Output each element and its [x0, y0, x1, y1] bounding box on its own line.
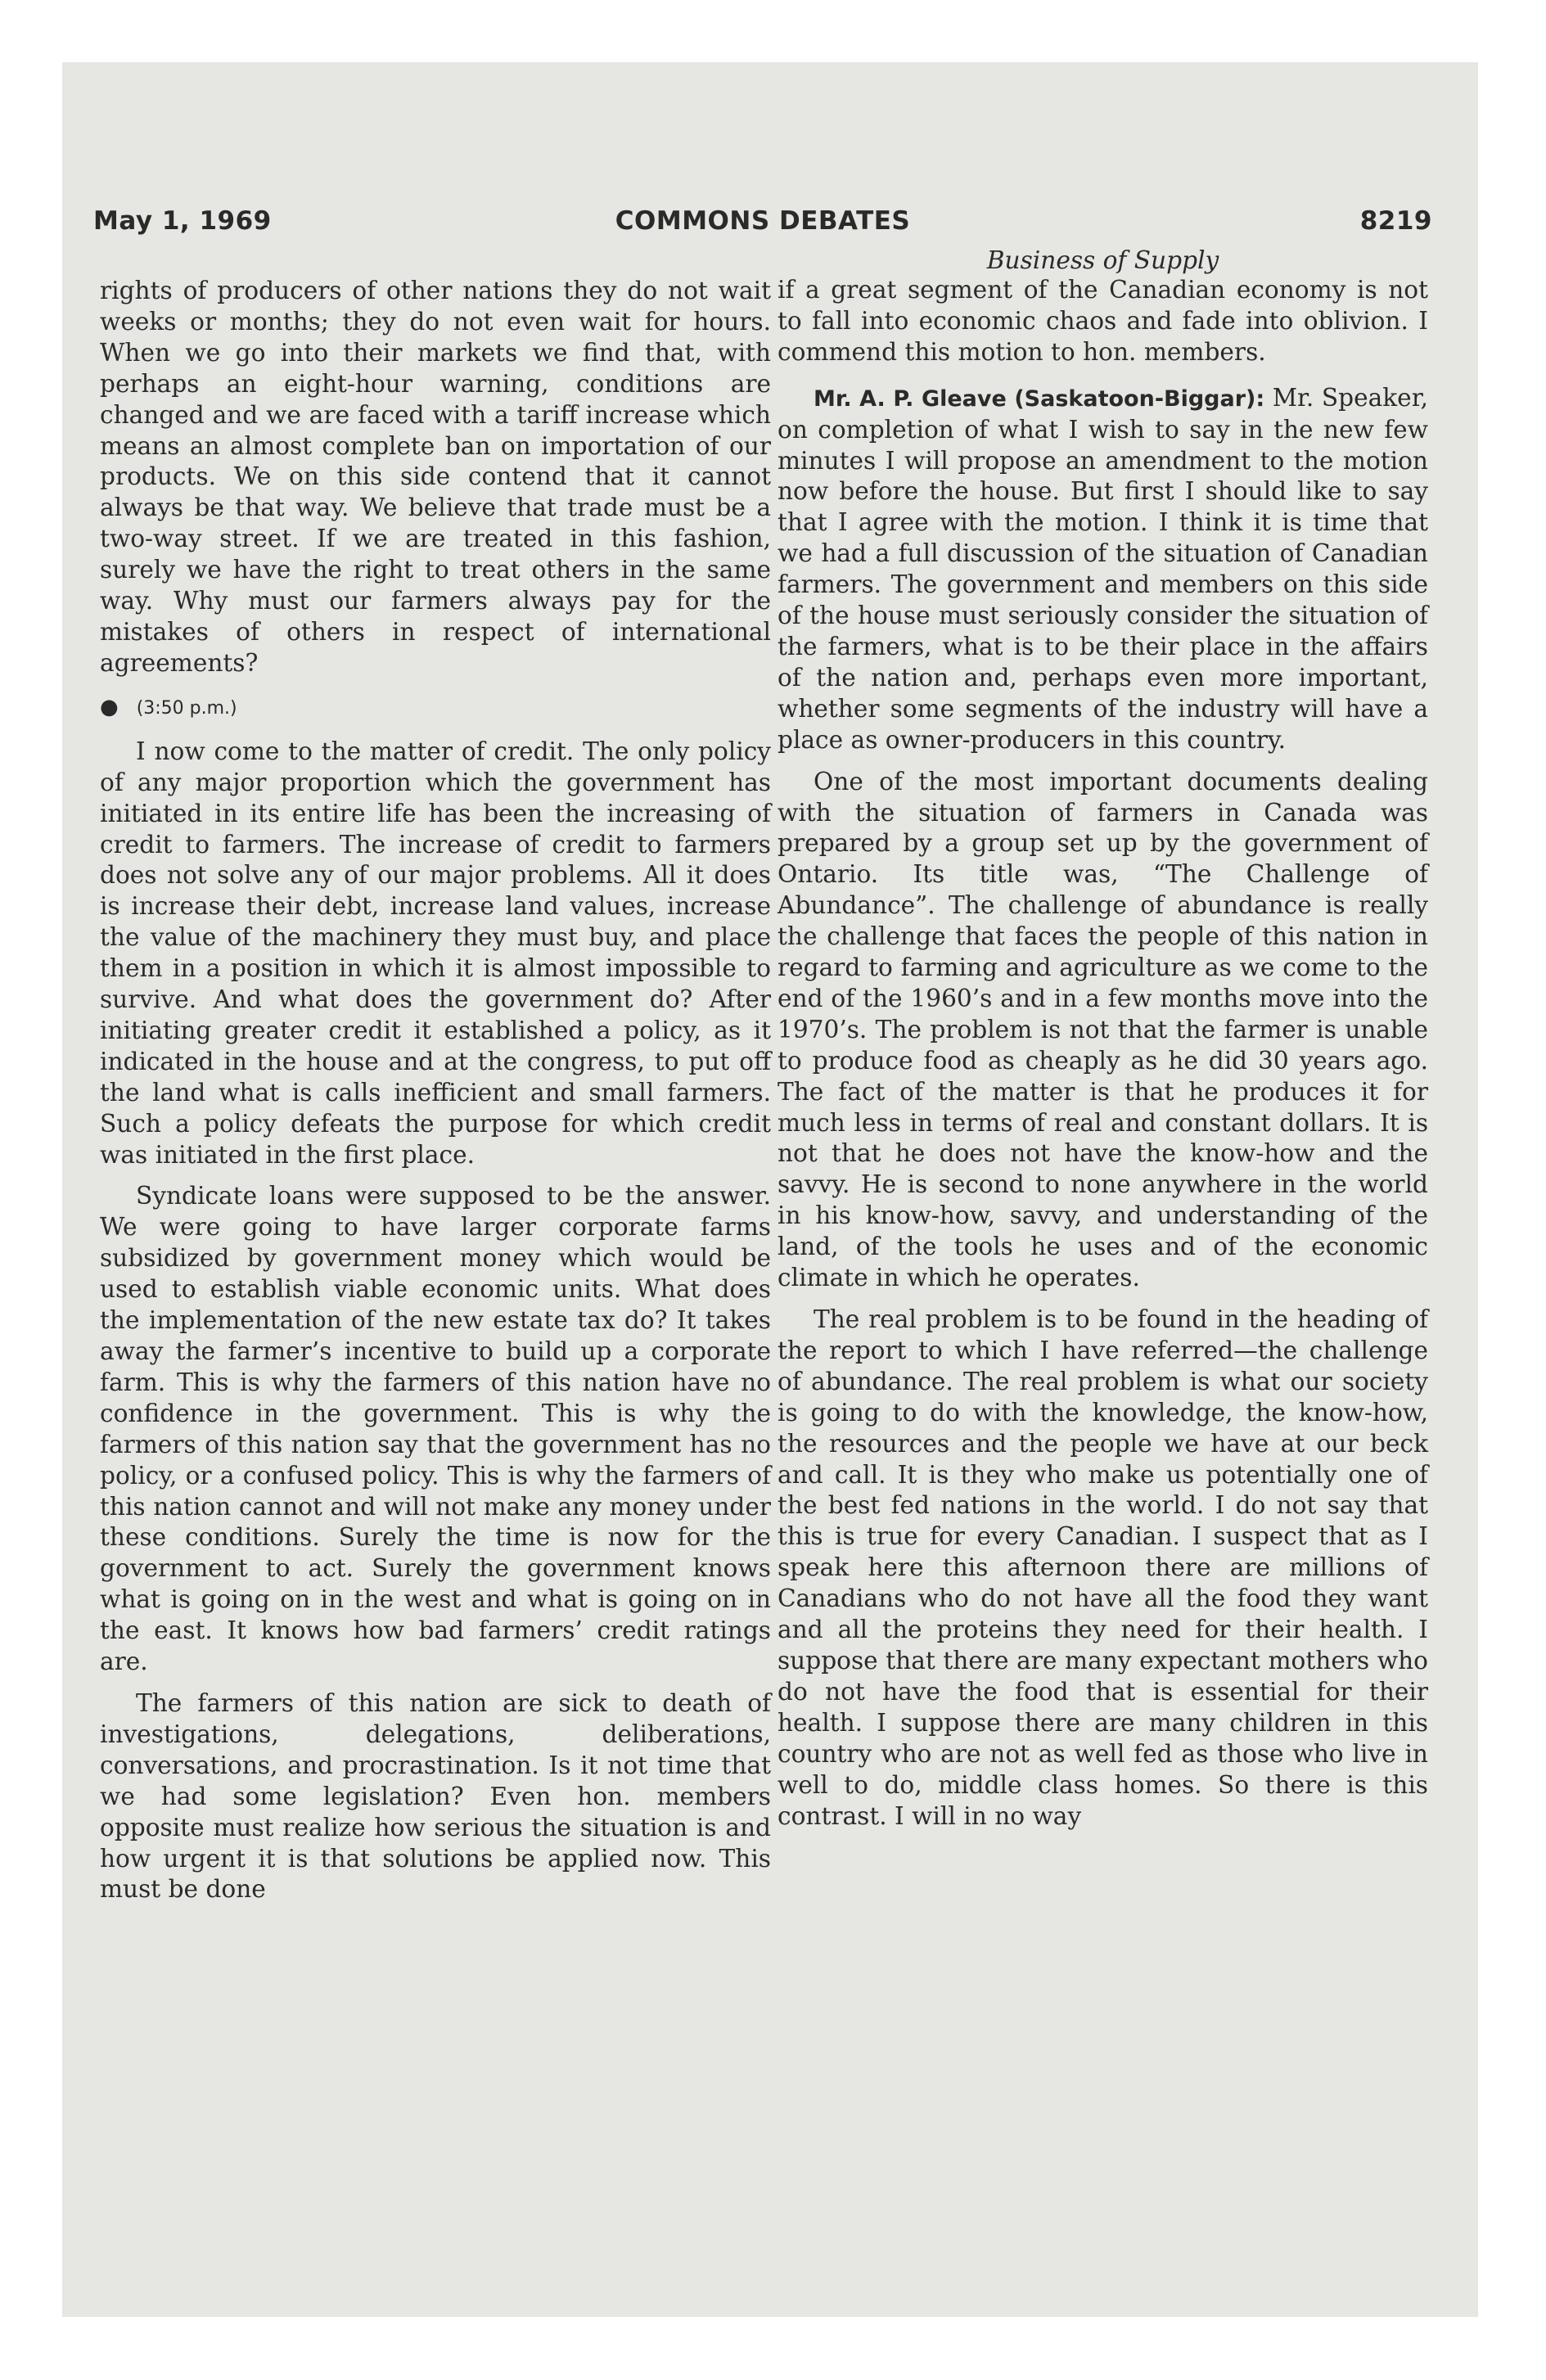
right-column	[778, 246, 1428, 2144]
paragraph: rights of producers of other nations they do not wait weeks or months; they do not even wait for hours. When we go into their markets we find that, with perhaps an eight-hour warning, conditions are changed and we are faced with a tariff increase which means an almost complete ban on importation of our products. We on this side contend that it cannot always be that way. We believe that trade must be a two-way street. If we are treated in this fashion, surely we have the right to treat others in the same way. Why must our farmers always pay for the mistakes of others in respect of international agreements?	[100, 277, 771, 677]
time-marker-text: (3:50 p.m.)	[136, 697, 237, 719]
running-header	[93, 206, 1432, 242]
header-page-number: 8219	[1359, 206, 1432, 236]
bullet-icon: ●	[100, 694, 119, 719]
paragraph: The real problem is to be found in the heading of the report to which I have referred—the challenge of abundance. The real problem is what our society is going to do with the knowledge, the know-how, the resources and the people we have at our beck and call. It is they who make us potentially one of the best fed nations in the world. I do not say that this is true for every Canadian. I suspect that as I speak here this afternoon there are millions of Canadians who do not have all the food they want and all the proteins they need for their health. I suppose that there are many expectant mothers who do not have the food that is essential for their health. I suppose there are many children in this country who are not as well fed as those who live in well to do, middle class homes. So there is this contrast. I will in no way	[778, 1305, 1428, 1830]
paragraph: I now come to the matter of credit. The only policy of any major proportion which the government has initiated in its entire life has been the increasing of credit to farmers. The increase of credit to farmers does not solve any of our major problems. All it does is increase their debt, increase land values, increase the value of the machinery they must buy, and place them in a position in which it is almost impossible to survive. And what does the government do? After initiating greater credit it established a policy, as it indicated in the house and at the congress, to put off the land what is calls inefficient and small farmers. Such a policy defeats the purpose for which credit was initiated in the first place.	[100, 737, 771, 1169]
paragraph: One of the most important documents dealing with the situation of farmers in Canada was prepared by a group set up by the government of Ontario. Its title was, “The Challenge of Abundance”. The challenge of abundance is really the challenge that faces the people of this nation in regard to farming and agriculture as we come to the end of the 1960’s and in a few months move into the 1970’s. The problem is not that the farmer is unable to produce food as cheaply as he did 30 years ago. The fact of the matter is that he produces it for much less in terms of real and constant dollars. It is not that he does not have the know-how and the savvy. He is second to none anywhere in the world in his know-how, savvy, and understanding of the land, of the tools he uses and of the economic climate in which he operates.	[778, 767, 1428, 1292]
left-column	[100, 276, 771, 2175]
paragraph: The farmers of this nation are sick to death of investigations, delegations, deliberations, conversations, and procrastination. Is it not time that we had some legislation? Even hon. members opposite must realize how serious the situation is and how urgent it is that solutions be applied now. This must be done	[100, 1688, 771, 1904]
time-marker	[100, 692, 771, 723]
header-publication: COMMONS DEBATES	[615, 206, 911, 236]
paragraph: if a great segment of the Canadian economy is not to fall into economic chaos and fade into oblivion. I commend this motion to hon. members.	[778, 276, 1428, 366]
speaker-paragraph	[778, 383, 1428, 756]
speaker-name: Mr. A. P. Gleave (Saskatoon-Biggar):	[814, 385, 1265, 412]
paragraph: Syndicate loans were supposed to be the answer. We were going to have larger corporate farms subsidized by government money which would be used to establish viable economic units. What does the implementation of the new estate tax do? It takes away the farmer’s incentive to build up a corporate farm. This is why the farmers of this nation have no confidence in the government. This is why the farmers of this nation say that the government has no policy, or a confused policy. This is why the farmers of this nation cannot and will not make any money under these conditions. Surely the time is now for the government to act. Surely the government knows what is going on in the west and what is going on in the east. It knows how bad farmers’ credit ratings are.	[100, 1182, 771, 1676]
speaker-text: Mr. Speaker, on completion of what I wish to say in the new few minutes I will propose an amendment to the motion now before the house. But first I should like to say that I agree with the motion. I think it is time that we had a full discussion of the situation of Canadian farmers. The government and members on this side of the house must seriously consider the situation of the farmers, what is to be their place in the affairs of the nation and, perhaps even more important, whether some segments of the industry will have a place as owner-producers in this country.	[778, 383, 1428, 754]
section-title: Business of Supply	[986, 246, 1219, 274]
header-date: May 1, 1969	[93, 206, 272, 236]
